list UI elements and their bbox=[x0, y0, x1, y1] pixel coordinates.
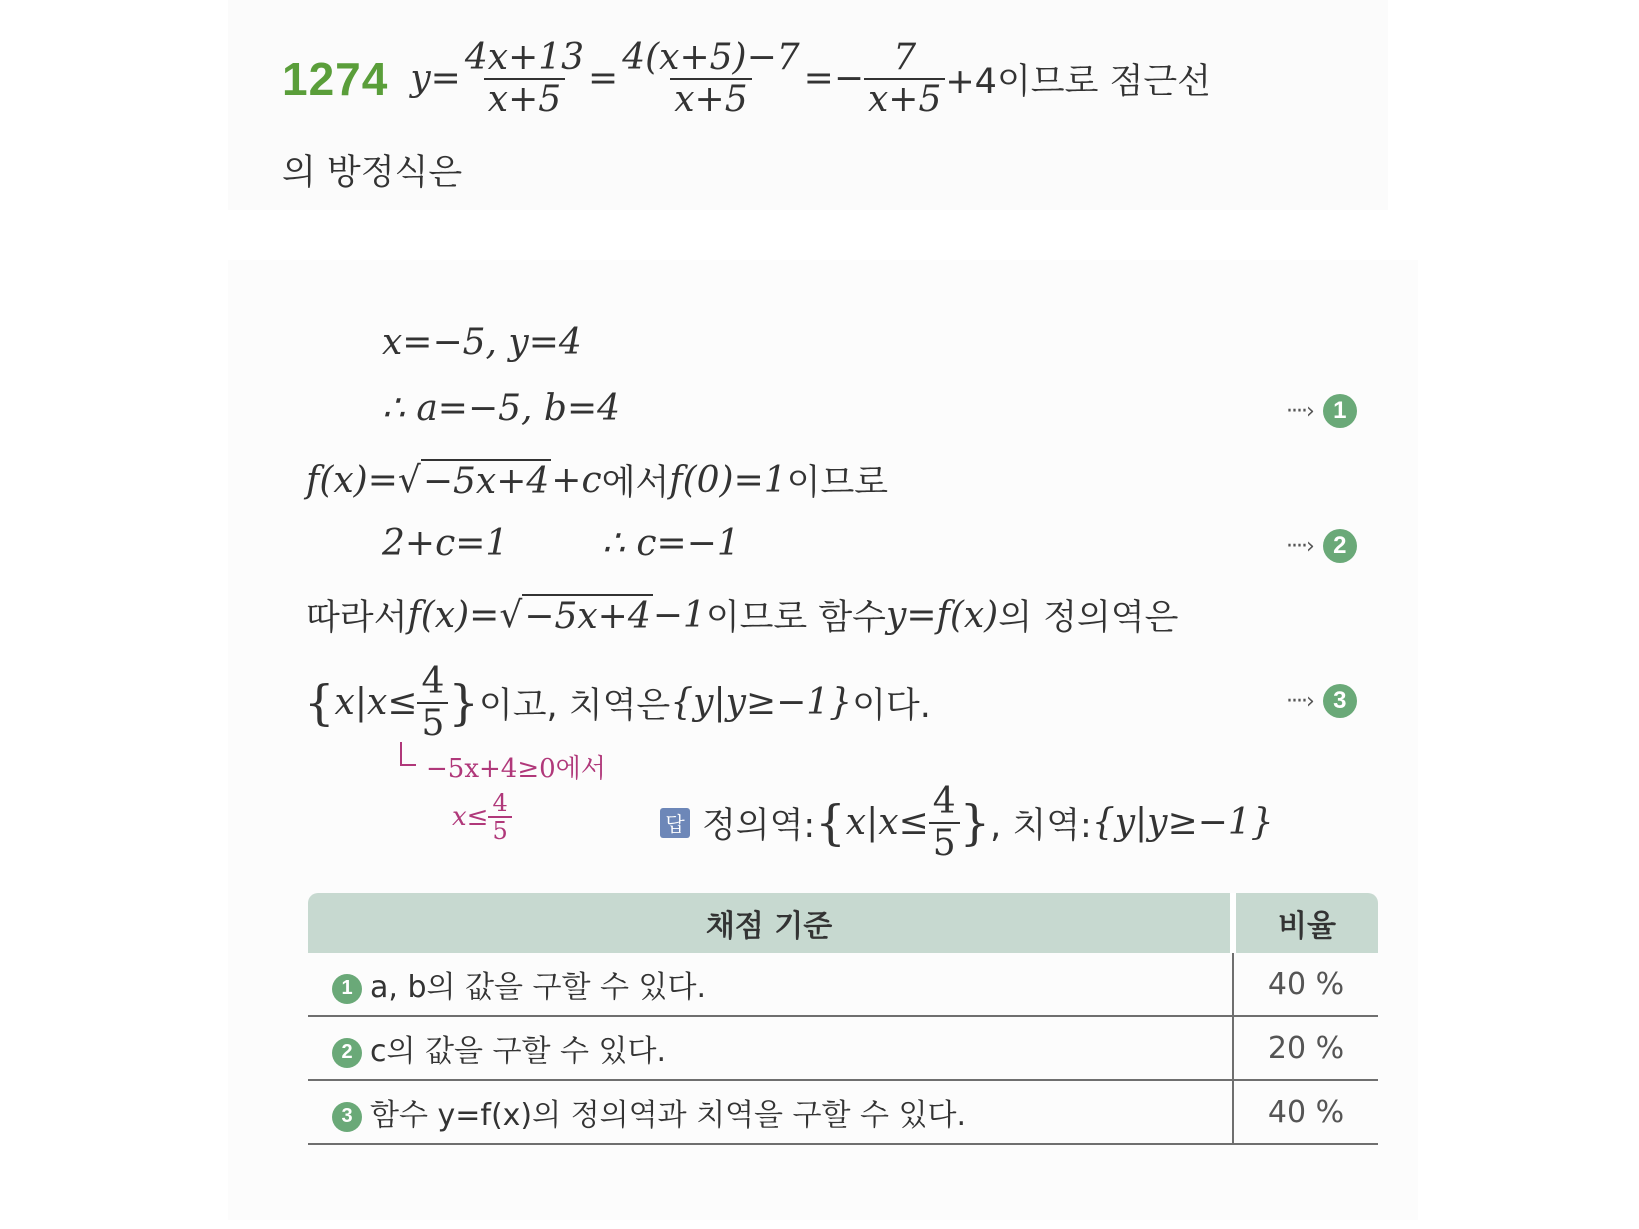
answer-line: 답 정의역: { x|x≤ $\frac{4}{5}$ } , 치역: {y|y≥−1} bbox=[660, 782, 1274, 863]
step-2-icon: 2 bbox=[1323, 529, 1357, 563]
table-row: 3 함수 y=f(x)의 정의역과 치역을 구할 수 있다. 40 % bbox=[308, 1080, 1378, 1144]
sqrt-sign: √ bbox=[397, 459, 421, 501]
step-3-icon: 3 bbox=[1323, 684, 1357, 718]
problem-number: 1274 bbox=[282, 52, 389, 105]
grading-rubric-table bbox=[308, 893, 1378, 1145]
solution-line-5: 따라서 f(x)= √ −5x+4 −1 이므로 함수 y=f(x) 의 정의역은 bbox=[306, 594, 1179, 638]
step-marker-1: ····› 1 bbox=[1286, 394, 1357, 428]
fraction-2: $\frac{4(x+5)-7}{x+5}$ bbox=[622, 37, 800, 120]
sqrt-sign: √ bbox=[499, 594, 523, 636]
problem-tail: +4이므로 점근선 bbox=[945, 61, 1211, 102]
step-1-icon: 1 bbox=[332, 974, 362, 1004]
solution-line-6: { x|x≤ $\frac{4}{5}$ } 이고, 치역은 {y|y≥−1} 이다. bbox=[304, 661, 931, 744]
domain-fraction: $\frac{4}{5}$ bbox=[417, 662, 448, 743]
answer-fraction: $\frac{4}{5}$ bbox=[929, 782, 960, 863]
solution-line-4b: ∴ c=−1 bbox=[602, 523, 740, 564]
solution-line-1: x=−5, y=4 bbox=[382, 322, 582, 363]
note-line-2: x≤ $\frac{4}{5}$ bbox=[452, 790, 512, 845]
table-row: 1 a, b의 값을 구할 수 있다. 40 % bbox=[308, 953, 1378, 1016]
note-bracket bbox=[400, 742, 416, 766]
rubric-header-ratio: 비율 bbox=[1233, 893, 1378, 953]
problem-line-1: 1274 y= $\frac{4x+13}{x+5}$ = $\frac{4(x+5)-7}{x+5}$ =− $\frac{7}{x+5}$ +4이므로 점근선 bbox=[282, 37, 1211, 120]
solution-line-4a: 2+c=1 bbox=[382, 523, 509, 564]
rubric-header-criteria: 채점 기준 bbox=[308, 893, 1233, 953]
answer-icon: 답 bbox=[660, 808, 690, 838]
solution-line-3: f(x)= √ −5x+4 +c 에서 f(0)=1 이므로 bbox=[306, 459, 889, 503]
step-3-icon: 3 bbox=[332, 1102, 362, 1132]
step-1-icon: 1 bbox=[1323, 394, 1357, 428]
table-row: 2 c의 값을 구할 수 있다. 20 % bbox=[308, 1016, 1378, 1080]
fraction-1: $\frac{4x+13}{x+5}$ bbox=[464, 37, 585, 120]
rubric-header-row bbox=[308, 893, 1378, 953]
solution-line-2: ∴ a=−5, b=4 bbox=[382, 388, 621, 429]
step-marker-2: ····› 2 bbox=[1286, 529, 1357, 563]
step-2-icon: 2 bbox=[332, 1038, 362, 1068]
fraction-3: $\frac{7}{x+5}$ bbox=[864, 38, 945, 119]
problem-line-2: 의 방정식은 bbox=[282, 153, 463, 193]
note-line-1: −5x+4≥0에서 bbox=[426, 754, 606, 784]
step-marker-3: ····› 3 bbox=[1286, 684, 1357, 718]
eq-lhs: y= bbox=[410, 58, 461, 100]
